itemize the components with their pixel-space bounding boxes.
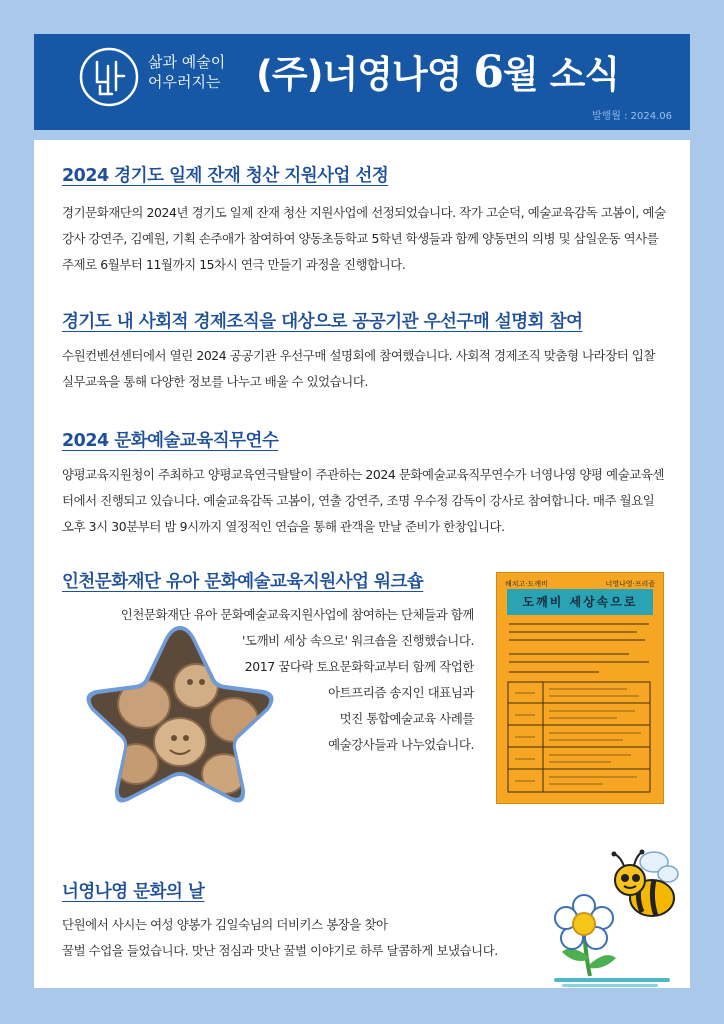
poster-text-line: [509, 639, 645, 641]
section-1-body: 경기문화재단의 2024년 경기도 일제 잔재 청산 지원사업에 선정되었습니다. 작가 고순덕, 예술교육감독 고봄이, 예술강사 강연주, 김예원, 기획 손주애가 참여하여 양동초등학교 5학년 학생들과 함께 양동면의 의병 및 삼일운동 역사를 주제로 6월부터 11월까지 15차시 연극 만들기 과정을 진행합니다.: [62, 205, 666, 272]
poster-text-line: [509, 631, 637, 633]
newsletter-title: [256, 44, 619, 98]
org-name: (주)너영나영: [256, 53, 462, 96]
issue-date: 발행월 : 2024.06: [591, 111, 672, 122]
section-3-body: 양평교육지원청이 주최하고 양평교육연극탈탈이 주관하는 2024 문화예술교육직무연수가 너영나영 양평 예술교육센터에서 진행되고 있습니다. 예술교육감독 고봄이, 연출 강연주, 조명 우수정 감독이 강사로 참여합니다. 매주 월요일 오후 3시 30분부터 밤 9시까지 열정적인 연습을 통해 관객을 만날 준비가 한창입니다.: [62, 467, 665, 534]
section-2-heading: 경기도 내 사회적 경제조직을 대상으로 공공기관 우선구매 설명회 참여: [62, 312, 583, 332]
newsletter-header: [34, 34, 690, 130]
month-suffix: 월 소식: [503, 53, 620, 96]
poster-text-line: [509, 661, 649, 663]
poster-top-left: 해치고·도깨비: [505, 580, 548, 588]
section-2-body: 수원컨벤션센터에서 열린 2024 공공기관 우선구매 설명회에 참여했습니다. 사회적 경제조직 맞춤형 나라장터 입찰 실무교육을 통해 다양한 정보를 나누고 배울 수 있었습니다.: [62, 348, 656, 389]
poster-schedule-table: [507, 681, 651, 793]
month-number: 6: [473, 47, 504, 98]
slogan: [148, 52, 225, 92]
section-4-line: 예술강사들과 나누었습니다.: [328, 737, 474, 752]
workshop-photo-star: [84, 624, 276, 808]
company-logo-icon: [78, 46, 140, 108]
bee-icon: [612, 850, 679, 917]
section-5-line: 단원에서 사시는 여성 양봉가 김일숙님의 더비키스 봉장을 찾아: [62, 917, 388, 932]
poster-top-right: 너영나영·프리즘: [605, 580, 655, 588]
poster-title: 도깨비 세상속으로: [507, 589, 653, 615]
section-4-heading: 인천문화재단 유아 문화예술교육지원사업 워크숍: [62, 572, 424, 592]
section-4-line: 멋진 통합예술교육 사례를: [339, 711, 474, 726]
workshop-poster: [496, 572, 664, 804]
poster-text-line: [509, 623, 649, 625]
section-1-heading: 2024 경기도 일제 잔재 청산 지원사업 선정: [62, 166, 389, 186]
slogan-line-2: 어우러지는: [148, 73, 221, 91]
section-4-line: '도깨비 세상 속으로' 워크숍을 진행했습니다.: [242, 633, 474, 648]
section-5-line: 꿀벌 수업을 들었습니다. 맛난 점심과 맛난 꿀벌 이야기로 하루 달콤하게 보냈습니다.: [62, 943, 498, 958]
section-4-line: 인천문화재단 유아 문화예술교육지원사업에 참여하는 단체들과 함께: [120, 607, 474, 622]
poster-text-line: [509, 653, 629, 655]
section-4-line: 2017 꿈다락 토요문화학교부터 함께 작업한: [244, 659, 474, 674]
content-card: [34, 140, 690, 988]
section-5-heading: 너영나영 문화의 날: [62, 882, 205, 902]
bee-flower-illustration: [540, 840, 680, 990]
section-4-line: 아트프리즘 송지인 대표님과: [328, 685, 474, 700]
poster-top: [505, 579, 655, 589]
poster-text-line: [509, 671, 599, 673]
slogan-line-1: 삶과 예술이: [148, 53, 226, 71]
section-3-heading: 2024 문화예술교육직무연수: [62, 431, 279, 451]
